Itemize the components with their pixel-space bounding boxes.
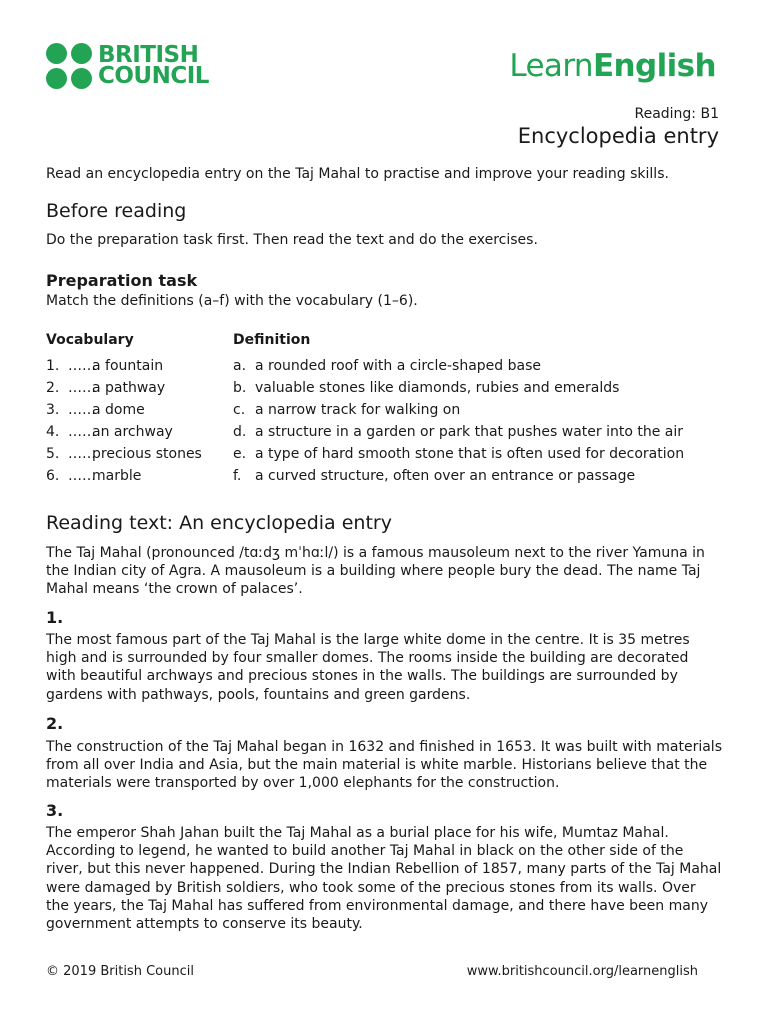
definition-item: f. a curved structure, often over an entrance or passage — [233, 468, 636, 484]
answer-blank[interactable]: …… — [68, 358, 96, 374]
answer-blank[interactable]: …… — [68, 446, 96, 462]
intro-text: Read an encyclopedia entry on the Taj Mahal to practise and improve your reading skills. — [46, 166, 669, 182]
answer-blank[interactable]: …… — [68, 424, 96, 440]
vocabulary-item: 5. ……precious stones — [46, 446, 202, 462]
vocabulary-item: 4. ……an archway — [46, 424, 173, 440]
answer-blank[interactable]: …… — [68, 402, 96, 418]
definition-header: Definition — [233, 332, 311, 348]
section-number: 3. — [46, 801, 64, 820]
british-council-dots-icon — [46, 43, 93, 89]
learnenglish-logo: LearnEnglish — [509, 48, 716, 84]
vocabulary-item: 3. ……a dome — [46, 402, 145, 418]
reading-heading: Reading text: An encyclopedia entry — [46, 512, 392, 534]
level-label: Reading: B1 — [634, 106, 719, 122]
vocabulary-item: 1. ……a fountain — [46, 358, 164, 374]
vocabulary-item: 6. ……marble — [46, 468, 142, 484]
section-paragraph: The emperor Shah Jahan built the Taj Mahal as a burial place for his wife, Mumtaz Mahal. According to legend, he wanted to build another Taj Mahal in black on the other side of the river, but this never happened. During the Indian Rebellion of 1857, many parts of the Taj Mahal were damaged by British soldiers, who took some of the precious stones from its walls. Over the years, the Taj Mahal has suffered from environmental damage, and there have been many government attempts to conserve its beauty. — [46, 825, 722, 933]
definition-item: e. a type of hard smooth stone that is often used for decoration — [233, 446, 685, 462]
page-title: Encyclopedia entry — [517, 124, 719, 148]
preparation-instruction: Match the definitions (a–f) with the vocabulary (1–6). — [46, 293, 418, 309]
section-paragraph: The most famous part of the Taj Mahal is the large white dome in the centre. It is 35 metres high and is surrounded by four smaller domes. The rooms inside the building are decorated with beautiful archways and precious stones in the walls. The buildings are surrounded by gardens with pathways, pools, fountains and green gardens. — [46, 632, 690, 703]
section-paragraph: The construction of the Taj Mahal began in 1632 and finished in 1653. It was built with materials from all over India and Asia, but the main material is white marble. Historians believe that the materials were transported by over 1,000 elephants for the construction. — [46, 739, 722, 792]
vocabulary-header: Vocabulary — [46, 332, 134, 348]
preparation-heading: Preparation task — [46, 271, 198, 290]
footer-url-link[interactable]: www.britishcouncil.org/learnenglish — [466, 964, 698, 979]
british-council-wordmark: BRITISH COUNCIL — [98, 42, 209, 89]
before-reading-heading: Before reading — [46, 200, 187, 222]
definition-item: c. a narrow track for walking on — [233, 402, 461, 418]
definition-item: a. a rounded roof with a circle-shaped base — [233, 358, 542, 374]
vocabulary-item: 2. ……a pathway — [46, 380, 166, 396]
british-council-logo — [46, 43, 209, 89]
section-number: 1. — [46, 608, 64, 627]
section-number: 2. — [46, 714, 64, 733]
answer-blank[interactable]: …… — [68, 380, 96, 396]
reading-intro-paragraph: The Taj Mahal (pronounced /tɑːdʒ mˈhɑːl/) is a famous mausoleum next to the river Yamuna in the Indian city of Agra. A mausoleum is a building where people bury the dead. The name Taj Mahal means ‘the crown of palaces’. — [46, 545, 705, 598]
definition-item: d. a structure in a garden or park that pushes water into the air — [233, 424, 684, 440]
definition-item: b. valuable stones like diamonds, rubies and emeralds — [233, 380, 620, 396]
answer-blank[interactable]: …… — [68, 468, 96, 484]
footer-copyright: © 2019 British Council — [46, 964, 194, 979]
before-reading-text: Do the preparation task first. Then read the text and do the exercises. — [46, 232, 538, 248]
